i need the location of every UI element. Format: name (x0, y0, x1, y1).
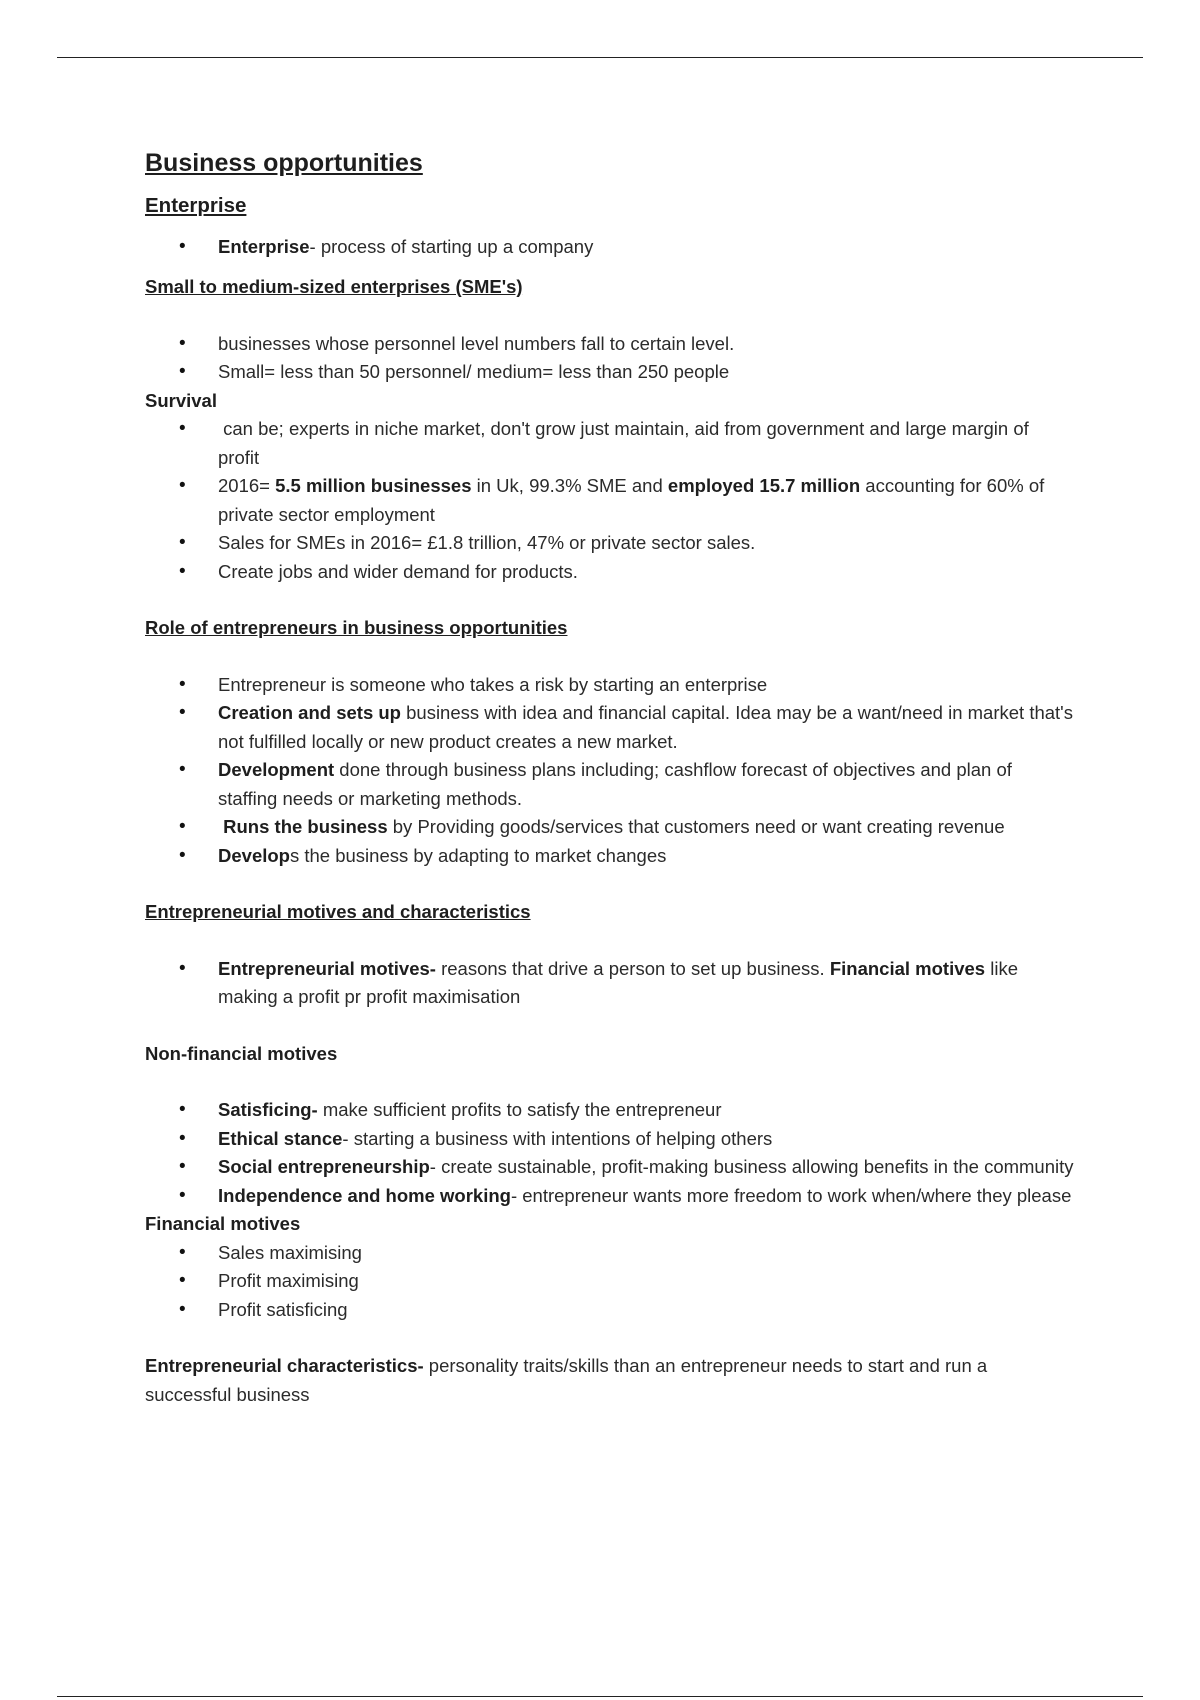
term: Satisficing- (218, 1099, 318, 1120)
emphasis: employed 15.7 million (667, 475, 861, 496)
list-item: • can be; experts in niche market, don't grow just maintain, aid from government and large margin of profit (145, 415, 1075, 472)
list-item: • Sales maximising (145, 1239, 1075, 1268)
heading-survival: Survival (145, 389, 217, 411)
term: Social entrepreneurship (218, 1156, 430, 1177)
text-run: accounting for 60% of private sector employment (218, 475, 1045, 525)
definition: s the business by adapting to market changes (289, 844, 667, 866)
financial-list (145, 1239, 1075, 1325)
text-run: reasons that drive a person to set up business. (435, 957, 830, 979)
heading-non-financial-motives: Non-financial motives (145, 1042, 338, 1064)
heading-entrepreneurial-motives: Entrepreneurial motives and characteristics (145, 901, 531, 922)
list-item (145, 955, 1075, 1012)
header-rule (57, 57, 1143, 58)
list-item (145, 233, 1075, 262)
definition: - process of starting up a company (309, 235, 594, 257)
list-item: • Profit maximising (145, 1267, 1075, 1296)
term: Runs the business (218, 816, 388, 837)
heading-financial-motives: Financial motives (145, 1213, 301, 1234)
list-item: • Sales for SMEs in 2016= £1.8 trillion, 47% or private sector sales. (145, 529, 1075, 558)
text-run: like making a profit pr profit maximisation (218, 957, 1018, 1007)
page-title: Business opportunities (145, 149, 423, 177)
list-item (145, 472, 1075, 529)
list-item (145, 756, 1075, 813)
term: Ethical stance (218, 1127, 343, 1149)
list-item: • Create jobs and wider demand for products. (145, 558, 1075, 587)
list-item: • businesses whose personnel level numbers fall to certain level. (145, 330, 1075, 359)
characteristics-paragraph (145, 1352, 1075, 1409)
text-run: in Uk, 99.3% SME and (471, 475, 668, 496)
motives-list (145, 955, 1075, 1012)
term: Enterprise (218, 235, 310, 257)
term: Development (218, 759, 335, 780)
list-item (145, 699, 1075, 756)
term: Entrepreneurial characteristics- (145, 1355, 424, 1376)
definition: business with idea and financial capital. Idea may be a want/need in market that's not fulfilled locally or new product creates a new market. (218, 702, 1073, 752)
text-run: 2016= (218, 475, 276, 496)
list-item (145, 842, 1075, 871)
heading-sme: Small to medium-sized enterprises (SME's) (145, 276, 523, 297)
definition: by Providing goods/services that customers need or want creating revenue (387, 816, 1005, 837)
term: Independence and home working (218, 1184, 511, 1206)
definition: personality traits/skills than an entrepreneur needs to start and run a successful business (145, 1355, 988, 1405)
heading-enterprise: Enterprise (145, 194, 247, 217)
enterprise-list (145, 233, 1075, 262)
document-body (145, 146, 1075, 1409)
definition: done through business plans including; cashflow forecast of objectives and plan of staffing needs or marketing methods. (218, 759, 1012, 809)
list-item (145, 1096, 1075, 1125)
footer-rule (57, 1696, 1143, 1697)
nonfinancial-list (145, 1096, 1075, 1210)
definition: - starting a business with intentions of helping others (342, 1127, 773, 1149)
list-item (145, 1125, 1075, 1154)
definition: make sufficient profits to satisfy the entrepreneur (317, 1099, 722, 1120)
list-item: • Small= less than 50 personnel/ medium= less than 250 people (145, 358, 1075, 387)
emphasis: Financial motives (829, 957, 986, 979)
definition: - create sustainable, profit-making business allowing benefits in the community (429, 1156, 1074, 1177)
term: Develop (218, 844, 290, 866)
role-list (145, 671, 1075, 871)
list-item (145, 813, 1075, 842)
sme-list (145, 330, 1075, 387)
emphasis: 5.5 million businesses (275, 475, 472, 496)
list-item (145, 1153, 1075, 1182)
term: Entrepreneurial motives- (218, 957, 436, 979)
list-item: • Entrepreneur is someone who takes a risk by starting an enterprise (145, 671, 1075, 700)
definition: - entrepreneur wants more freedom to work when/where they please (510, 1184, 1072, 1206)
term: Creation and sets up (218, 702, 401, 723)
survival-list (145, 415, 1075, 586)
list-item (145, 1182, 1075, 1211)
heading-role-of-entrepreneurs: Role of entrepreneurs in business opportunities (145, 617, 568, 638)
list-item: • Profit satisficing (145, 1296, 1075, 1325)
